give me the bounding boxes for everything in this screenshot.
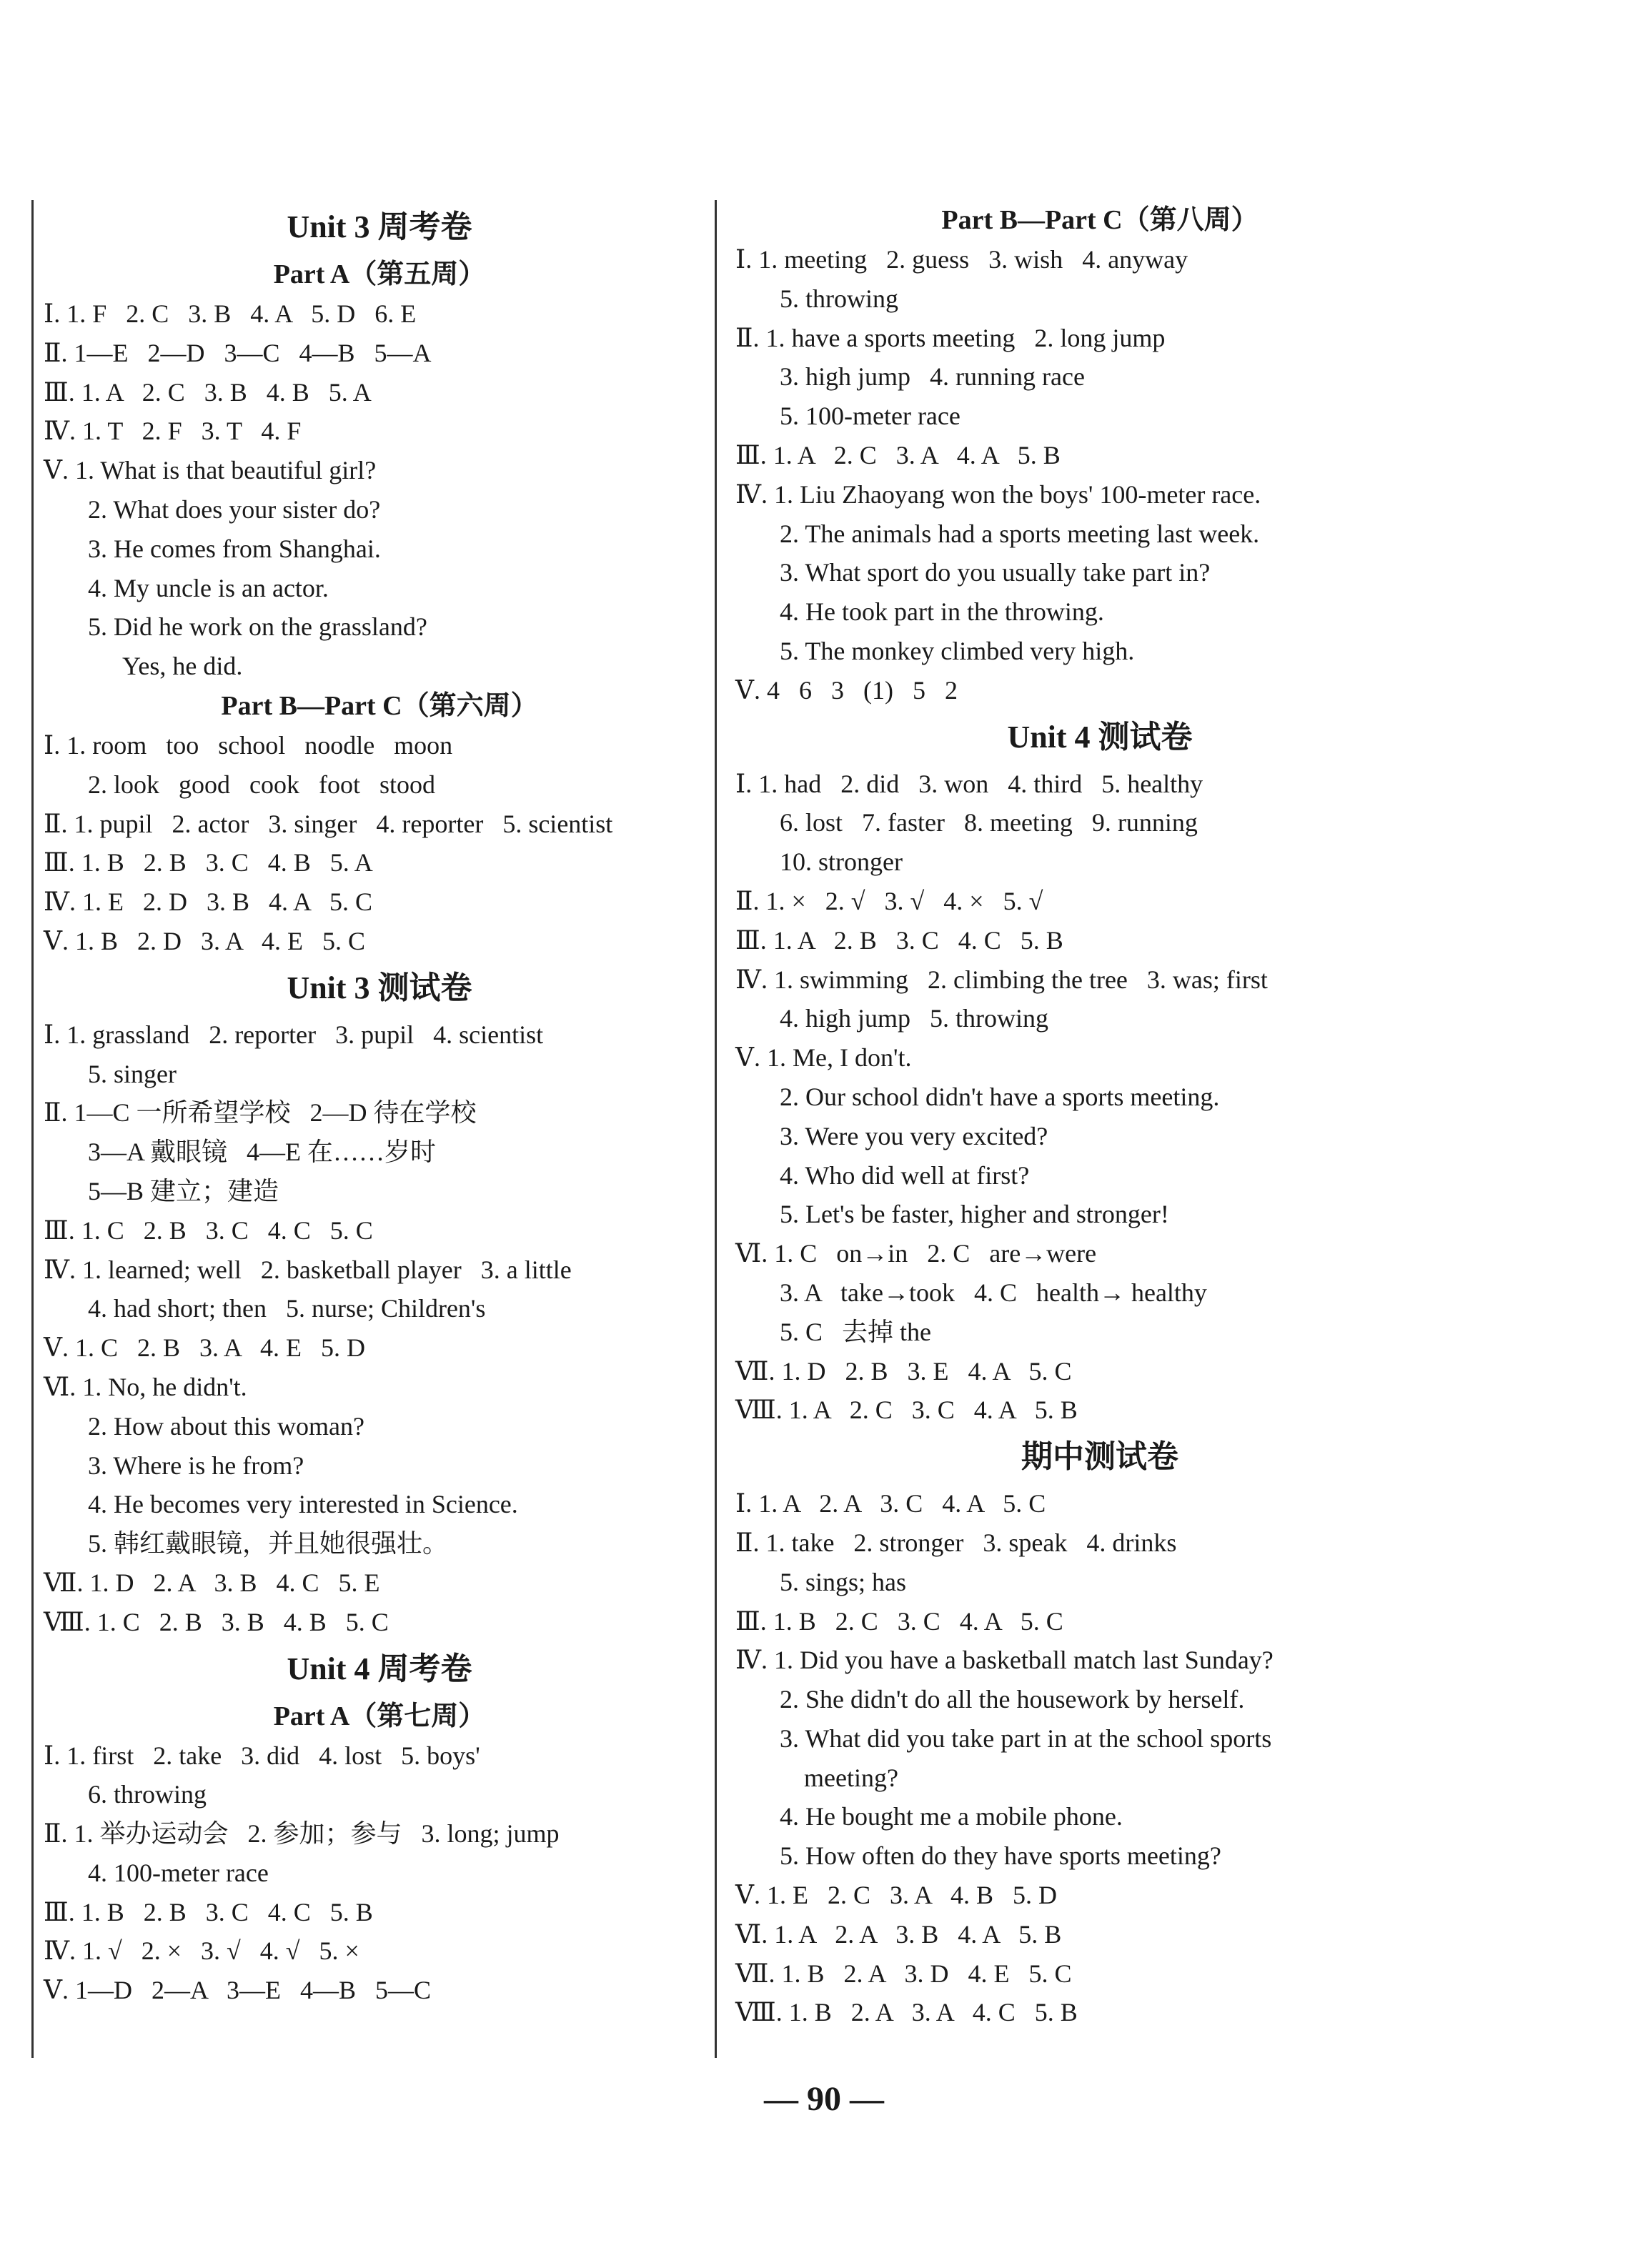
answer-line: Ⅶ. 1. D 2. B 3. E 4. A 5. C (735, 1356, 1072, 1386)
answer-line: Ⅰ. 1. room too school noodle moon (44, 730, 453, 760)
section-heading: Unit 4 周考卷 (287, 1651, 472, 1686)
section-heading: 期中测试卷 (1021, 1439, 1178, 1475)
answer-line: Ⅶ. 1. D 2. A 3. B 4. C 5. E (44, 1568, 380, 1597)
answer-line: 2. The animals had a sports meeting last week. (780, 519, 1260, 548)
answer-line: 2. look good cook foot stood (88, 770, 435, 799)
answer-line: 5. Let's be faster, higher and stronger! (780, 1200, 1169, 1229)
answer-line: 3. What sport do you usually take part in? (780, 558, 1211, 587)
answer-line: Ⅶ. 1. B 2. A 3. D 4. E 5. C (735, 1959, 1072, 1988)
answer-line: Ⅰ. 1. first 2. take 3. did 4. lost 5. boys' (44, 1741, 480, 1770)
section-heading: Unit 4 测试卷 (1007, 719, 1193, 755)
answer-line: Ⅲ. 1. B 2. B 3. C 4. B 5. A (44, 848, 373, 877)
answer-line: 10. stronger (780, 847, 903, 877)
answer-line: Ⅴ. 4 6 3 (1) 5 2 (735, 675, 958, 705)
answer-line: Ⅱ. 1. have a sports meeting 2. long jump (735, 323, 1166, 352)
answer-line: Ⅵ. 1. No, he didn't. (44, 1372, 247, 1401)
answer-line: Ⅳ. 1. √ 2. × 3. √ 4. √ 5. × (44, 1936, 359, 1966)
answer-line: Ⅴ. 1—D 2—A 3—E 4—B 5—C (44, 1976, 432, 2005)
answer-line: 3. He comes from Shanghai. (88, 534, 381, 563)
answer-line: Ⅷ. 1. B 2. A 3. A 4. C 5. B (735, 1998, 1078, 2027)
answer-line: Yes, he did. (122, 652, 243, 681)
answer-line: Ⅲ. 1. C 2. B 3. C 4. C 5. C (44, 1215, 373, 1245)
answer-line: Ⅲ. 1. A 2. B 3. C 4. C 5. B (735, 925, 1063, 955)
answer-line: Ⅳ. 1. Liu Zhaoyang won the boys' 100-meter race. (735, 479, 1261, 509)
answer-line: Ⅴ. 1. Me, I don't. (735, 1043, 912, 1073)
answer-line: Ⅱ. 1—E 2—D 3—C 4—B 5—A (44, 338, 432, 367)
section-heading: Part B—Part C（第八周） (941, 205, 1259, 235)
answer-line: 6. throwing (88, 1780, 207, 1809)
answer-line: Ⅳ. 1. swimming 2. climbing the tree 3. was; first (735, 965, 1268, 994)
answer-line: Ⅲ. 1. B 2. C 3. C 4. A 5. C (735, 1606, 1063, 1636)
answer-line: 5. 100-meter race (780, 402, 960, 431)
answer-line: 5. Did he work on the grassland? (88, 612, 427, 642)
answer-line: Ⅲ. 1. A 2. C 3. B 4. B 5. A (44, 377, 372, 407)
answer-line: Ⅳ. 1. Did you have a basketball match last Sunday? (735, 1646, 1274, 1675)
answer-line: Ⅴ. 1. What is that beautiful girl? (44, 456, 377, 485)
answer-line: Ⅰ. 1. grassland 2. reporter 3. pupil 4. scientist (44, 1020, 544, 1049)
answer-line: 4. He took part in the throwing. (780, 597, 1104, 627)
answer-line: 6. lost 7. faster 8. meeting 9. running (780, 808, 1198, 837)
answer-line: Ⅲ. 1. B 2. B 3. C 4. C 5. B (44, 1897, 373, 1926)
answer-line: 5. C 去掉 the (780, 1317, 931, 1346)
answer-line: Ⅵ. 1. C on→in 2. C are→were (735, 1239, 1097, 1268)
answer-line: 2. Our school didn't have a sports meeting. (780, 1082, 1220, 1111)
answer-line: 2. She didn't do all the housework by herself. (780, 1685, 1245, 1714)
answer-line: Ⅲ. 1. A 2. C 3. A 4. A 5. B (735, 440, 1061, 469)
answer-line: 4. He bought me a mobile phone. (780, 1802, 1123, 1831)
answer-line: Ⅰ. 1. F 2. C 3. B 4. A 5. D 6. E (44, 299, 417, 328)
answer-line: 2. How about this woman? (88, 1411, 364, 1441)
answer-line: Ⅴ. 1. B 2. D 3. A 4. E 5. C (44, 926, 366, 955)
answer-line: Ⅱ. 1. pupil 2. actor 3. singer 4. reporter 5. scientist (44, 809, 613, 838)
page-number: — 90 — (764, 2080, 884, 2118)
answer-line: Ⅰ. 1. meeting 2. guess 3. wish 4. anyway (735, 245, 1188, 274)
answer-line: Ⅴ. 1. E 2. C 3. A 4. B 5. D (735, 1881, 1058, 1910)
answer-line: 3. Where is he from? (88, 1451, 304, 1480)
answer-line: Ⅷ. 1. C 2. B 3. B 4. B 5. C (44, 1607, 389, 1636)
answer-line: 3. What did you take part in at the school sports (780, 1724, 1272, 1753)
answer-line: 5. 韩红戴眼镜，并且她很强壮。 (88, 1529, 449, 1558)
answer-line: 4. 100-meter race (88, 1858, 269, 1887)
section-heading: Part A（第五周） (273, 259, 486, 289)
section-heading: Part A（第七周） (273, 1701, 486, 1731)
section-heading: Unit 3 测试卷 (287, 970, 472, 1005)
answer-line: 4. Who did well at first? (780, 1160, 1030, 1190)
answer-line: 5—B 建立；建造 (88, 1176, 279, 1205)
answer-line: 5. singer (88, 1059, 177, 1088)
answer-line: 3. high jump 4. running race (780, 362, 1085, 392)
answer-line: Ⅰ. 1. had 2. did 3. won 4. third 5. healthy (735, 769, 1203, 798)
answer-line: 3. A take→took 4. C health→ healthy (780, 1278, 1207, 1307)
answer-line: 4. had short; then 5. nurse; Children's (88, 1294, 486, 1323)
answer-line: Ⅳ. 1. learned; well 2. basketball player 3. a little (44, 1255, 572, 1284)
right-column (715, 200, 1464, 2058)
answer-line: Ⅱ. 1. 举办运动会 2. 参加；参与 3. long; jump (44, 1819, 560, 1849)
answer-line: Ⅱ. 1. take 2. stronger 3. speak 4. drinks (735, 1528, 1177, 1557)
answer-line: Ⅳ. 1. E 2. D 3. B 4. A 5. C (44, 887, 373, 917)
left-column (31, 200, 715, 2058)
answer-line: 5. throwing (780, 284, 898, 313)
answer-line: meeting? (804, 1763, 898, 1792)
answer-line: Ⅷ. 1. A 2. C 3. C 4. A 5. B (735, 1396, 1078, 1425)
section-heading: Part B—Part C（第六周） (221, 690, 538, 721)
answer-line: 5. The monkey climbed very high. (780, 636, 1135, 665)
section-heading: Unit 3 周考卷 (287, 209, 472, 244)
answer-line: Ⅱ. 1. × 2. √ 3. √ 4. × 5. √ (735, 886, 1043, 915)
answer-line: Ⅵ. 1. A 2. A 3. B 4. A 5. B (735, 1919, 1062, 1949)
answer-line: 3—A 戴眼镜 4—E 在……岁时 (88, 1138, 437, 1167)
answer-line: Ⅰ. 1. A 2. A 3. C 4. A 5. C (735, 1489, 1046, 1518)
answer-line: Ⅳ. 1. T 2. F 3. T 4. F (44, 417, 302, 446)
answer-line: 4. high jump 5. throwing (780, 1004, 1048, 1033)
answer-line: 4. He becomes very interested in Science. (88, 1490, 518, 1519)
answer-line: Ⅱ. 1—C 一所希望学校 2—D 待在学校 (44, 1098, 477, 1128)
answer-line: 5. How often do they have sports meeting? (780, 1841, 1221, 1871)
answer-line: 2. What does your sister do? (88, 494, 381, 524)
answer-line: 4. My uncle is an actor. (88, 573, 329, 602)
answer-line: 5. sings; has (780, 1567, 907, 1596)
answer-line: Ⅴ. 1. C 2. B 3. A 4. E 5. D (44, 1333, 366, 1363)
answer-line: 3. Were you very excited? (780, 1121, 1048, 1150)
